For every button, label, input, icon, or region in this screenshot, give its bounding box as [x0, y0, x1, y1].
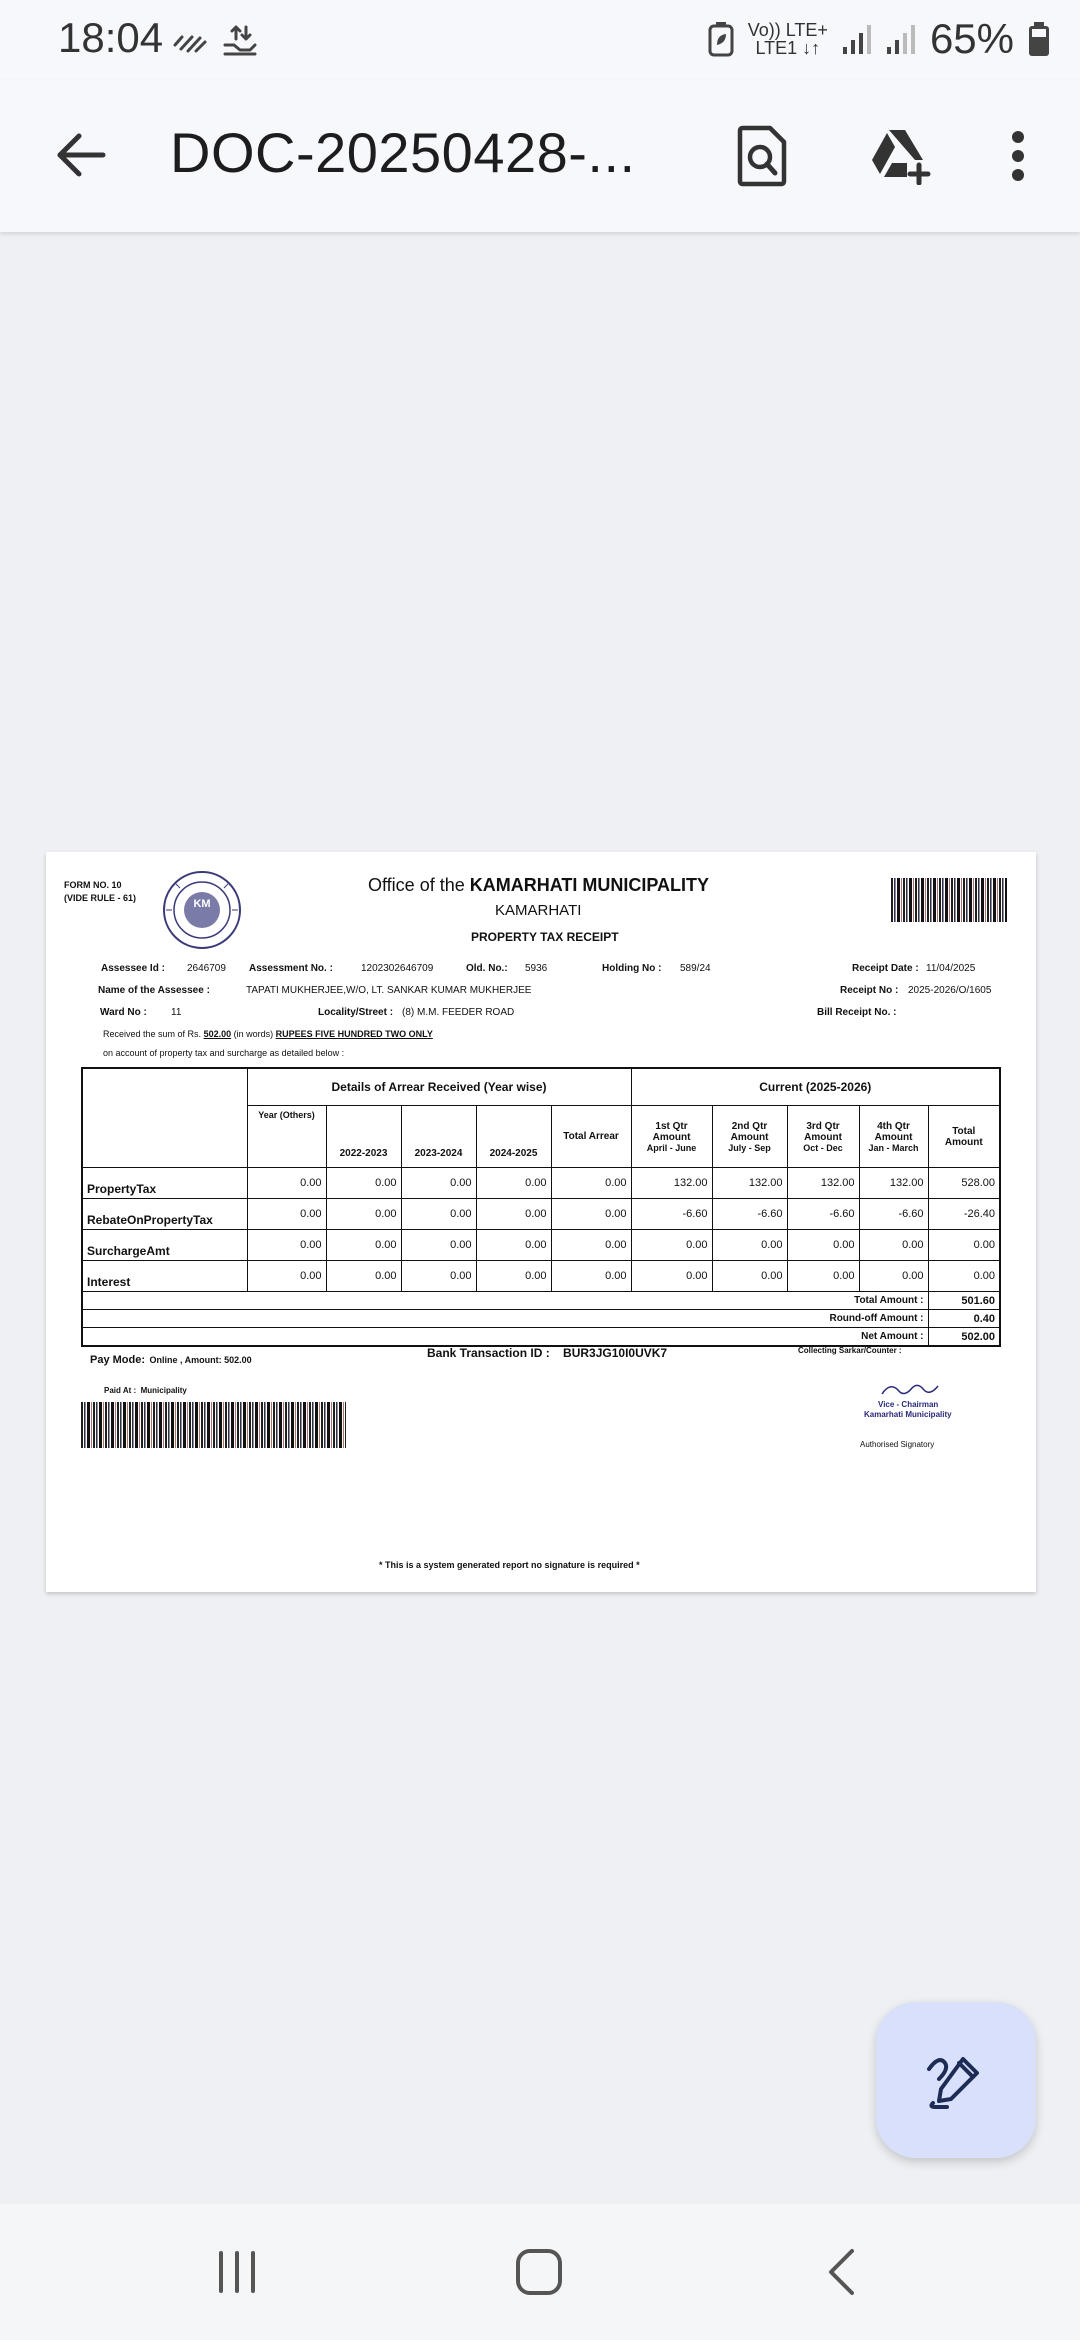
table-cell: 0.00 [551, 1261, 631, 1292]
app-bar [0, 80, 1080, 232]
table-cell: 132.00 [787, 1168, 859, 1199]
table-row [82, 1261, 1000, 1292]
table-cell: 0.00 [476, 1168, 551, 1199]
receipt-no-label: Receipt No : [840, 985, 899, 996]
arrear-header: Details of Arrear Received (Year wise) [247, 1068, 631, 1106]
more-vert-icon [1010, 130, 1026, 182]
total-amount-label: Total Amount : [82, 1292, 928, 1310]
col-qtr1-l2: Amount [652, 1131, 691, 1143]
col-total-l2: Amount [944, 1136, 983, 1148]
office-title-name: KAMARHATI MUNICIPALITY [469, 875, 710, 895]
municipality-seal-icon [156, 870, 248, 950]
old-no-label: Old. No.: [466, 963, 508, 974]
sign-line1: Vice - Chairman [878, 1400, 939, 1409]
navigation-bar [0, 2204, 1080, 2340]
assessee-name: TAPATI MUKHERJEE,W/O, LT. SANKAR KUMAR MUKHERJEE [246, 985, 532, 996]
back-button[interactable] [46, 120, 116, 190]
bank-txn-id: BUR3JG10I0UVK7 [563, 1346, 668, 1360]
table-cell: 0.00 [631, 1230, 712, 1261]
received-amount: 502.00 [203, 1029, 232, 1039]
status-left-icons [172, 20, 258, 60]
table-cell: 0.00 [247, 1230, 326, 1261]
collecting-label: Collecting Sarkar/Counter : [798, 1346, 902, 1355]
assessment-no-label: Assessment No. : [249, 963, 333, 974]
col-total-l1: Total [952, 1125, 976, 1137]
status-bar [0, 0, 1080, 80]
receipt-title: PROPERTY TAX RECEIPT [471, 930, 619, 944]
bank-txn-label: Bank Transaction ID : [427, 1346, 550, 1360]
paid-at-label: Paid At : [104, 1386, 137, 1395]
document-page [46, 852, 1036, 1592]
pen-scribble-icon [925, 2049, 987, 2111]
table-cell: 0.00 [401, 1199, 476, 1230]
battery-saver-icon [708, 21, 734, 57]
signal-2-icon [886, 23, 916, 55]
chevron-left-icon [826, 2248, 856, 2296]
table-cell: 0.00 [476, 1230, 551, 1261]
signature-block [864, 1380, 954, 1432]
save-to-drive-button[interactable] [862, 118, 938, 194]
office-title-prefix: Office of the [368, 875, 470, 895]
net-amount-label: Net Amount : [82, 1328, 928, 1347]
current-header: Current (2025-2026) [631, 1068, 1000, 1106]
vide-rule: (VIDE RULE - 61) [64, 893, 137, 903]
table-cell: 0.00 [551, 1168, 631, 1199]
holding-no-label: Holding No : [602, 963, 662, 974]
table-cell: -6.60 [859, 1199, 928, 1230]
row-label: RebateOnPropertyTax [82, 1199, 247, 1230]
drive-add-icon [867, 127, 933, 185]
bill-receipt-label: Bill Receipt No. : [817, 1007, 897, 1018]
col-2024-2025: 2024-2025 [476, 1106, 551, 1168]
received-prefix: Received the sum of Rs. [103, 1029, 202, 1039]
data-transfer-icon [222, 23, 258, 57]
table-cell: 0.00 [326, 1199, 401, 1230]
table-cell: -6.60 [787, 1199, 859, 1230]
network-top-label: Vo)) LTE+ [747, 20, 828, 40]
table-header-row [82, 1068, 1000, 1106]
table-cell: -6.60 [631, 1199, 712, 1230]
table-cell: 132.00 [631, 1168, 712, 1199]
search-in-document-button[interactable] [724, 118, 800, 194]
document-title: DOC-20250428-... [170, 121, 636, 184]
table-cell: 0.00 [247, 1261, 326, 1292]
authorised-signatory: Authorised Signatory [860, 1440, 935, 1449]
table-cell: 0.00 [401, 1230, 476, 1261]
holding-no: 589/24 [680, 963, 711, 974]
arrow-left-icon [55, 133, 107, 177]
table-cell: 0.00 [928, 1261, 1000, 1292]
receipt-date-label: Receipt Date : [852, 963, 919, 974]
amount-words: RUPEES FIVE HUNDRED TWO ONLY [275, 1029, 433, 1039]
form-no: FORM NO. 10 [64, 880, 122, 890]
recent-apps-icon [215, 2249, 259, 2295]
table-cell: 0.00 [859, 1261, 928, 1292]
assessee-id: 2646709 [187, 963, 226, 974]
document-search-icon [736, 125, 788, 187]
seal-letters: KM [193, 898, 211, 910]
col-qtr4-l3: Jan - March [868, 1142, 919, 1153]
signal-1-icon [842, 23, 872, 55]
col-qtr3-l3: Oct - Dec [803, 1142, 843, 1153]
table-cell: 0.00 [551, 1199, 631, 1230]
table-cell: 0.00 [551, 1230, 631, 1261]
pay-mode-label: Pay Mode: [90, 1354, 146, 1366]
table-cell: -6.60 [712, 1199, 787, 1230]
col-qtr2-l3: July - Sep [728, 1142, 771, 1153]
old-no: 5936 [525, 963, 548, 974]
footer-note: * This is a system generated report no signature is required * [379, 1560, 640, 1570]
receipt-table [81, 1067, 1001, 1347]
col-year-others: Year (Others) [247, 1106, 326, 1168]
locality: (8) M.M. FEEDER ROAD [402, 1007, 515, 1018]
table-cell: 0.00 [631, 1261, 712, 1292]
col-qtr2 [712, 1106, 787, 1168]
barcode-top [891, 878, 1007, 922]
col-total-arrear: Total Arrear [551, 1106, 631, 1168]
col-qtr2-l1: 2nd Qtr [731, 1120, 768, 1132]
col-qtr2-l2: Amount [730, 1131, 769, 1143]
assessee-id-label: Assessee Id : [101, 963, 165, 974]
in-words-label: (in words) [233, 1029, 274, 1039]
table-corner-cell [82, 1068, 247, 1168]
more-options-button[interactable] [980, 118, 1056, 194]
recent-apps-button[interactable] [192, 2234, 282, 2310]
table-row [82, 1199, 1000, 1230]
table-cell: 0.00 [326, 1168, 401, 1199]
total-amount-value: 501.60 [928, 1292, 1000, 1310]
table-cell: 132.00 [712, 1168, 787, 1199]
table-cell: 0.00 [787, 1261, 859, 1292]
row-label: PropertyTax [82, 1168, 247, 1199]
col-2022-2023: 2022-2023 [326, 1106, 401, 1168]
paid-at-value: Municipality [140, 1386, 187, 1395]
table-row [82, 1168, 1000, 1199]
roundoff-amount-value: 0.40 [928, 1310, 1000, 1328]
col-qtr4-l1: 4th Qtr [877, 1120, 910, 1132]
receipt-no: 2025-2026/O/1605 [908, 985, 992, 996]
signal-activity-icon [172, 25, 208, 55]
barcode-bottom [81, 1402, 346, 1448]
table-row [82, 1230, 1000, 1261]
col-total-amount [928, 1106, 1000, 1168]
network-bottom-label: LTE1 ↓↑ [755, 38, 821, 58]
table-cell: -26.40 [928, 1199, 1000, 1230]
roundoff-row [82, 1310, 1000, 1328]
col-qtr3 [787, 1106, 859, 1168]
col-2023-2024: 2023-2024 [401, 1106, 476, 1168]
paid-at [104, 1380, 187, 1398]
table-cell: 0.00 [326, 1230, 401, 1261]
net-amount-value: 502.00 [928, 1328, 1000, 1347]
city-name: KAMARHATI [495, 902, 582, 919]
nav-back-button[interactable] [796, 2234, 886, 2310]
home-button[interactable] [494, 2234, 584, 2310]
ward-no-label: Ward No : [100, 1007, 147, 1018]
col-qtr4-l2: Amount [874, 1131, 913, 1143]
pay-mode [90, 1350, 252, 1368]
on-account-text: on account of property tax and surcharge as detailed below : [103, 1048, 345, 1058]
row-label: SurchargeAmt [82, 1230, 247, 1261]
home-icon [515, 2248, 563, 2296]
battery-icon [1028, 21, 1050, 57]
row-label: Interest [82, 1261, 247, 1292]
signature-scribble-icon [864, 1380, 954, 1402]
table-cell: 0.00 [476, 1199, 551, 1230]
col-qtr1-l3: April - June [646, 1142, 697, 1153]
table-cell: 0.00 [476, 1261, 551, 1292]
municipality-seal [156, 870, 248, 950]
ward-no: 11 [171, 1007, 182, 1018]
status-time: 18:04 [58, 14, 164, 61]
bank-transaction [427, 1346, 667, 1360]
table-cell: 0.00 [928, 1230, 1000, 1261]
table-cell: 0.00 [787, 1230, 859, 1261]
assessment-no: 1202302646709 [361, 963, 434, 974]
col-qtr1 [631, 1106, 712, 1168]
col-qtr3-l2: Amount [804, 1131, 842, 1143]
received-line [103, 1029, 433, 1039]
office-title [368, 875, 709, 896]
pay-mode-value: Online , Amount: 502.00 [149, 1355, 252, 1365]
locality-label: Locality/Street : [318, 1007, 394, 1018]
table-cell: 528.00 [928, 1168, 1000, 1199]
col-qtr1-l1: 1st Qtr [655, 1120, 688, 1132]
col-qtr3-l1: 3rd Qtr [806, 1120, 840, 1132]
total-row [82, 1292, 1000, 1310]
table-cell: 0.00 [401, 1261, 476, 1292]
table-cell: 0.00 [712, 1230, 787, 1261]
table-cell: 0.00 [401, 1168, 476, 1199]
table-cell: 0.00 [712, 1261, 787, 1292]
table-cell: 0.00 [247, 1199, 326, 1230]
battery-percent: 65% [929, 15, 1014, 62]
table-cell: 0.00 [247, 1168, 326, 1199]
sign-line2: Kamarhati Municipality [864, 1410, 952, 1419]
table-cell: 0.00 [326, 1261, 401, 1292]
status-right [708, 14, 1050, 64]
roundoff-amount-label: Round-off Amount : [82, 1310, 928, 1328]
table-cell: 0.00 [859, 1230, 928, 1261]
edit-fab-button[interactable] [876, 2002, 1036, 2158]
assessee-name-label: Name of the Assessee : [98, 985, 210, 996]
receipt-date: 11/04/2025 [926, 963, 976, 974]
col-qtr4 [859, 1106, 928, 1168]
network-type [748, 21, 828, 57]
table-cell: 132.00 [859, 1168, 928, 1199]
net-row [82, 1328, 1000, 1347]
